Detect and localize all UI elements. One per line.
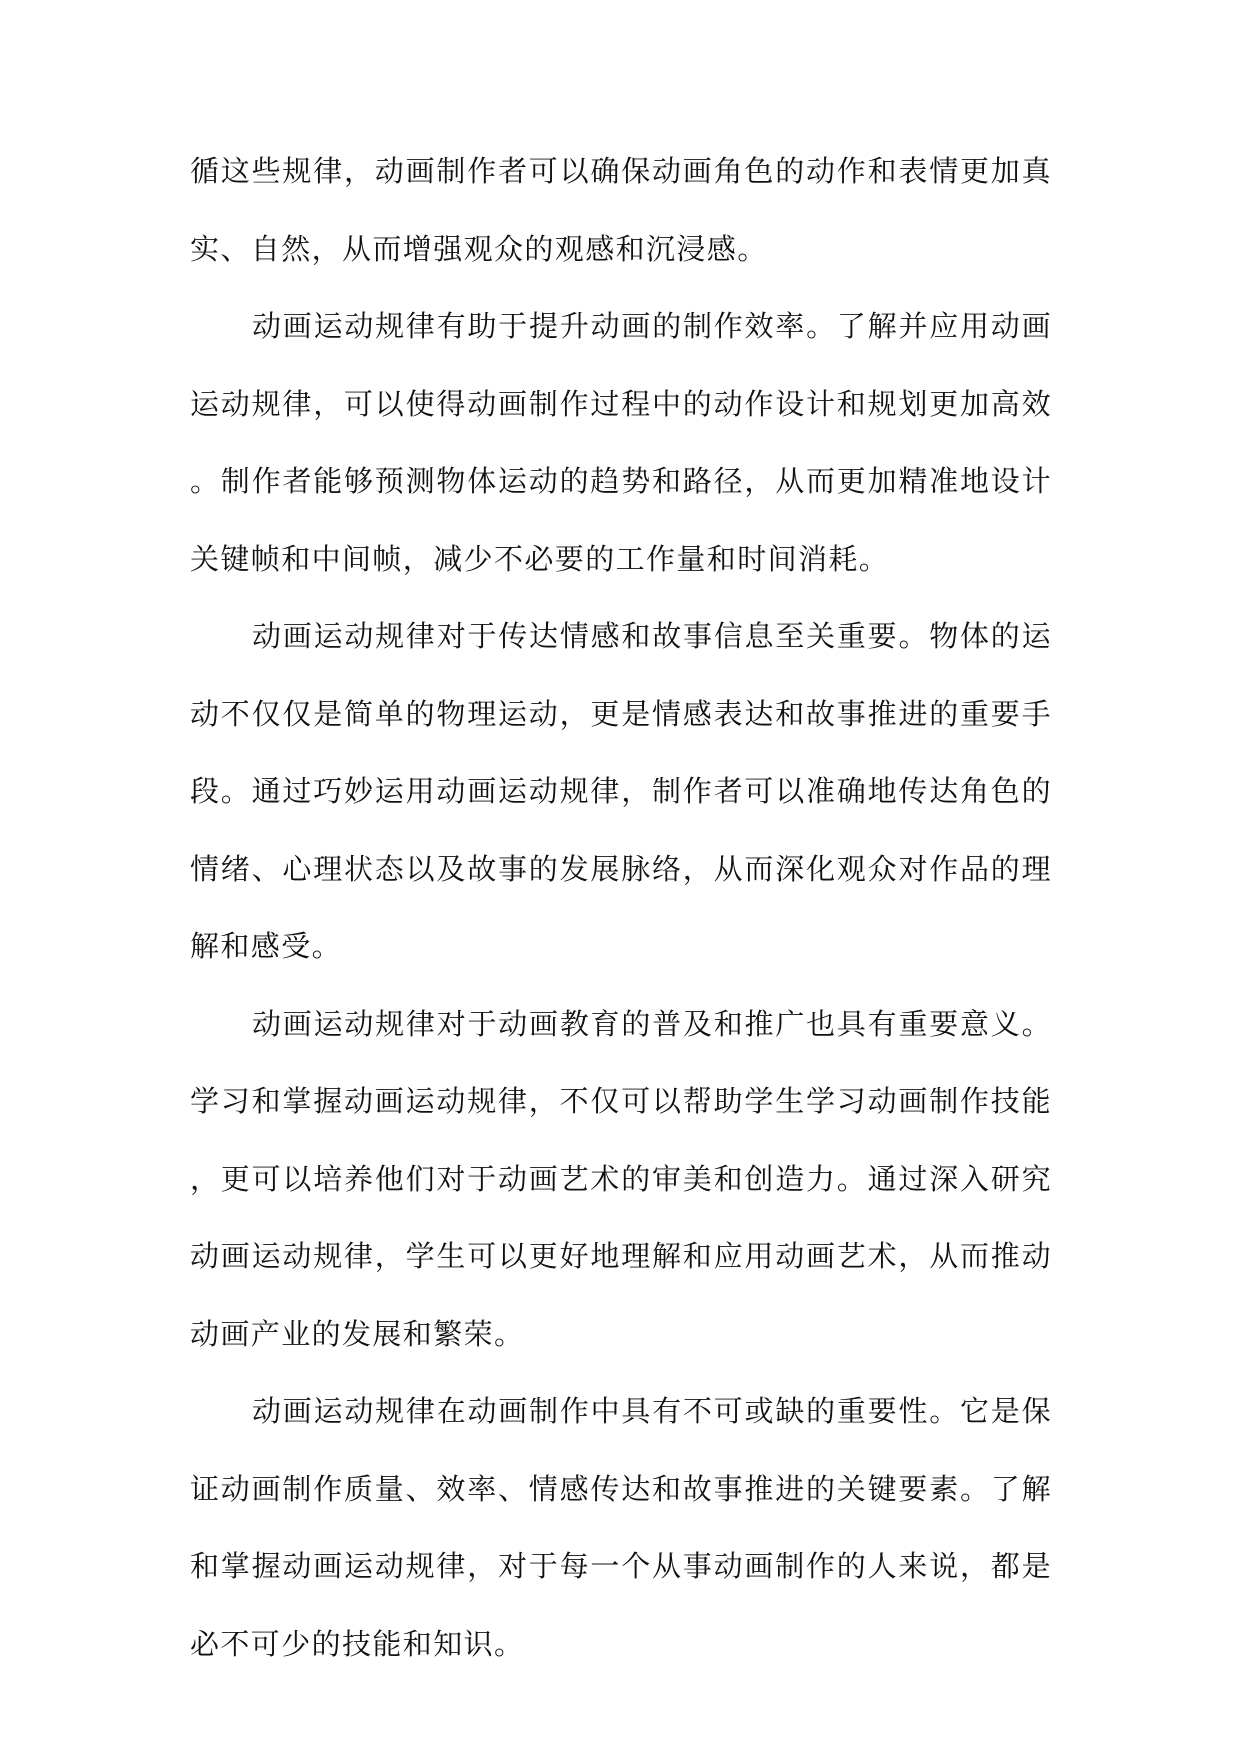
- paragraph-continuation: 循这些规律，动画制作者可以确保动画角色的动作和表情更加真实、自然，从而增强观众的观感和沉浸感。: [190, 154, 1052, 266]
- paragraph-education: 动画运动规律对于动画教育的普及和推广也具有重要意义。学习和掌握动画运动规律，不仅可以帮助学生学习动画制作技能，更可以培养他们对于动画艺术的审美和创造力。通过深入研究动画运动规律，学生可以更好地理解和应用动画艺术，从而推动动画产业的发展和繁荣。: [190, 1006, 1052, 1351]
- body-text: [190, 133, 1052, 1683]
- paragraph-emotion-story: 动画运动规律对于传达情感和故事信息至关重要。物体的运动不仅仅是简单的物理运动，更是情感表达和故事推进的重要手段。通过巧妙运用动画运动规律，制作者可以准确地传达角色的情绪、心理状态以及故事的发展脉络，从而深化观众对作品的理解和感受。: [190, 619, 1052, 963]
- paragraph-conclusion: 动画运动规律在动画制作中具有不可或缺的重要性。它是保证动画制作质量、效率、情感传达和故事推进的关键要素。了解和掌握动画运动规律，对于每一个从事动画制作的人来说，都是必不可少的技能和知识。: [190, 1394, 1052, 1661]
- paragraph-efficiency: 动画运动规律有助于提升动画的制作效率。了解并应用动画运动规律，可以使得动画制作过程中的动作设计和规划更加高效。制作者能够预测物体运动的趋势和路径，从而更加精准地设计关键帧和中间帧，减少不必要的工作量和时间消耗。: [190, 309, 1052, 576]
